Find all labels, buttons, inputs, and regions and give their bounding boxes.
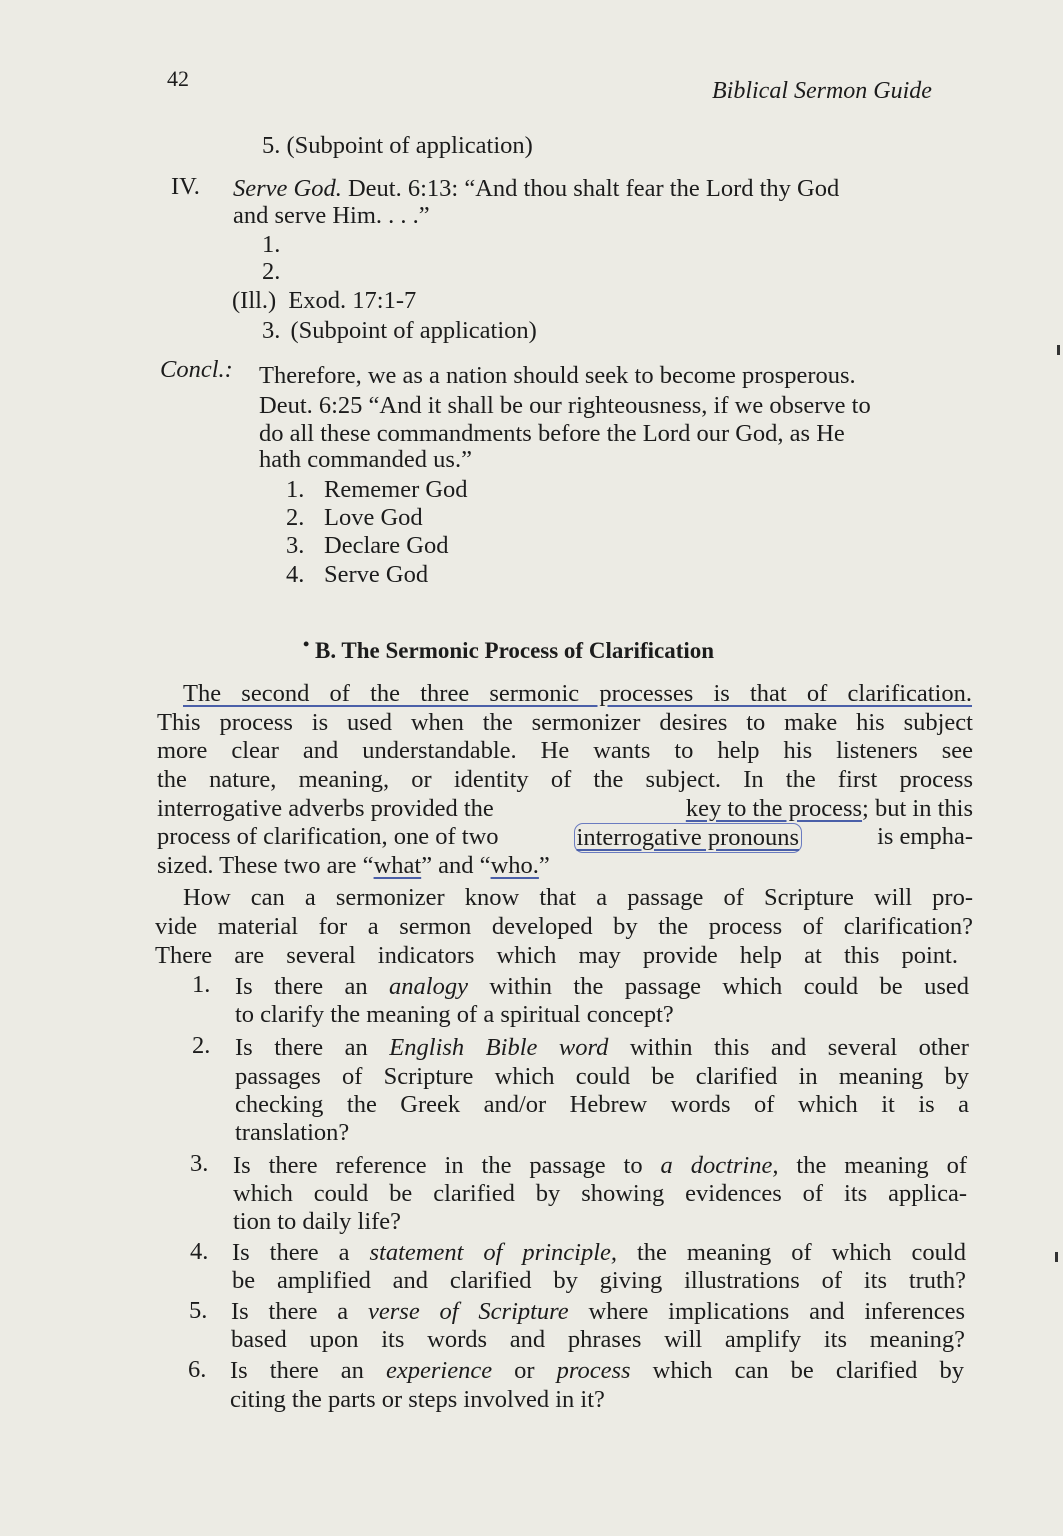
point-title: Serve God. <box>233 175 342 202</box>
para1-line5 <box>157 795 973 823</box>
text-fragment: the meaning of <box>778 1152 968 1179</box>
subpoint-2: 2. <box>262 258 281 285</box>
text-fragment: Is there a <box>232 1239 370 1266</box>
para1-line4: the nature, meaning, or identity of the subject. In the first process <box>157 766 973 793</box>
question-line: based upon its words and phrases will amplify its meaning? <box>231 1326 965 1353</box>
text-fragment: which can be clarified by <box>630 1357 964 1384</box>
subpoint-1: 1. <box>262 231 281 258</box>
question-number: 5. <box>189 1297 208 1324</box>
page-number: 42 <box>167 66 189 91</box>
text-fragment: within this and several other <box>608 1034 969 1061</box>
page-edge-mark <box>1057 345 1060 355</box>
para1-line2: This process is used when the sermonizer desires to make his subject <box>157 709 973 736</box>
text-fragment: the meaning of which could <box>617 1239 966 1266</box>
question-number: 6. <box>188 1356 207 1383</box>
item-number: 1. <box>286 476 305 503</box>
text-fragment: ; but in this <box>862 795 973 822</box>
conclusion-item-2 <box>286 504 423 532</box>
text-fragment: ” <box>538 852 550 879</box>
emphasis: analogy <box>389 973 468 1000</box>
outline-item-5 <box>262 132 533 160</box>
question-line <box>230 1357 964 1385</box>
conclusion-line-4: hath commanded us.” <box>259 446 472 473</box>
item-text: Love God <box>324 504 423 531</box>
point-iv-line1 <box>233 175 839 203</box>
question-line <box>231 1298 965 1326</box>
emphasis: English Bible word <box>389 1034 609 1061</box>
item-text: Rememer God <box>324 476 468 503</box>
para1-line7 <box>157 852 550 880</box>
text-fragment: Is there reference in the passage to <box>233 1152 661 1179</box>
ill-text: Exod. 17:1-7 <box>288 287 417 314</box>
question-line: tion to daily life? <box>233 1208 402 1235</box>
underlined-word-what: what <box>373 852 422 879</box>
conclusion-item-3 <box>286 532 448 560</box>
para1-line6 <box>157 823 973 853</box>
para2-line2: vide material for a sermon developed by the process of clarification? <box>155 913 973 940</box>
text-fragment: or <box>492 1357 557 1384</box>
question-line: passages of Scripture which could be clarified in meaning by <box>235 1063 969 1090</box>
section-heading: B. The Sermonic Process of Clarification <box>315 638 715 663</box>
text-fragment: is empha- <box>877 823 973 850</box>
para2-line1: How can a sermonizer know that a passage of Scripture will pro- <box>183 884 973 911</box>
item-number: 3. <box>262 317 281 344</box>
item-number: 5. <box>262 132 281 159</box>
para1-line3: more clear and understandable. He wants to help his listeners see <box>157 737 973 764</box>
question-number: 4. <box>190 1238 209 1265</box>
emphasis: verse of Scripture <box>368 1298 569 1325</box>
conclusion-label: Concl.: <box>160 356 233 383</box>
question-line <box>235 1034 969 1062</box>
item-text: (Subpoint of application) <box>290 317 537 344</box>
question-line: citing the parts or steps involved in it? <box>230 1386 605 1413</box>
text-fragment: Is there a <box>231 1298 369 1325</box>
ill-label: (Ill.) <box>232 287 277 314</box>
para2-line3: There are several indicators which may provide help at this point. <box>155 942 958 969</box>
emphasis: experience <box>385 1357 493 1384</box>
point-iv-line2: and serve Him. . . .” <box>233 202 430 229</box>
emphasis: process <box>556 1357 631 1384</box>
running-head: Biblical Sermon Guide <box>712 78 932 104</box>
item-number: 3. <box>286 532 305 559</box>
text-fragment: Is there an <box>235 973 390 1000</box>
heading-bullet: • <box>303 634 310 654</box>
question-number: 2. <box>192 1032 211 1059</box>
text-fragment: within the passage which could be used <box>467 973 969 1000</box>
emphasis: statement of principle, <box>369 1239 618 1266</box>
point-iv-numeral: IV. <box>171 173 200 200</box>
item-text: (Subpoint of application) <box>286 132 533 159</box>
conclusion-line-1: Therefore, we as a nation should seek to become prosperous. <box>259 362 856 389</box>
question-line <box>235 973 969 1001</box>
question-line: checking the Greek and/or Hebrew words of which it is a <box>235 1091 969 1118</box>
point-text: Deut. 6:13: “And thou shalt fear the Lord thy God <box>347 175 840 202</box>
item-text: Serve God <box>324 561 429 588</box>
item-number: 2. <box>286 504 305 531</box>
underlined-phrase: key to the process <box>685 795 863 822</box>
question-line: be amplified and clarified by giving illustrations of its truth? <box>232 1267 966 1294</box>
question-number: 1. <box>192 971 211 998</box>
text-fragment: interrogative adverbs provided the <box>157 795 494 822</box>
item-number: 4. <box>286 561 305 588</box>
conclusion-item-4 <box>286 561 428 589</box>
text-fragment: Is there an <box>230 1357 386 1384</box>
question-line: translation? <box>235 1119 350 1146</box>
emphasis: a doctrine, <box>660 1152 779 1179</box>
item-text: Declare God <box>324 532 449 559</box>
question-number: 3. <box>190 1150 209 1177</box>
circled-phrase: interrogative pronouns <box>574 823 803 853</box>
question-line <box>233 1152 967 1180</box>
text-fragment: sized. These two are “ <box>157 852 374 879</box>
page-edge-mark <box>1055 1252 1058 1262</box>
text-fragment: ” and “ <box>421 852 491 879</box>
illustration-line <box>232 287 416 315</box>
underlined-sentence: The second of the three sermonic processes is that of clarification. <box>183 680 972 707</box>
text-fragment: process of clarification, one of two <box>157 823 499 850</box>
conclusion-item-1 <box>286 476 468 504</box>
text-fragment: where implications and inferences <box>568 1298 965 1325</box>
question-line: to clarify the meaning of a spiritual concept? <box>235 1001 674 1028</box>
underlined-word-who: who. <box>490 852 539 879</box>
subpoint-3 <box>262 317 537 345</box>
text-fragment: Is there an <box>235 1034 390 1061</box>
question-line <box>232 1239 966 1267</box>
para1-line1 <box>183 680 972 708</box>
conclusion-line-3: do all these commandments before the Lord our God, as He <box>259 420 845 447</box>
question-line: which could be clarified by showing evidences of its applica- <box>233 1180 967 1207</box>
conclusion-line-2: Deut. 6:25 “And it shall be our righteousness, if we observe to <box>259 392 871 419</box>
